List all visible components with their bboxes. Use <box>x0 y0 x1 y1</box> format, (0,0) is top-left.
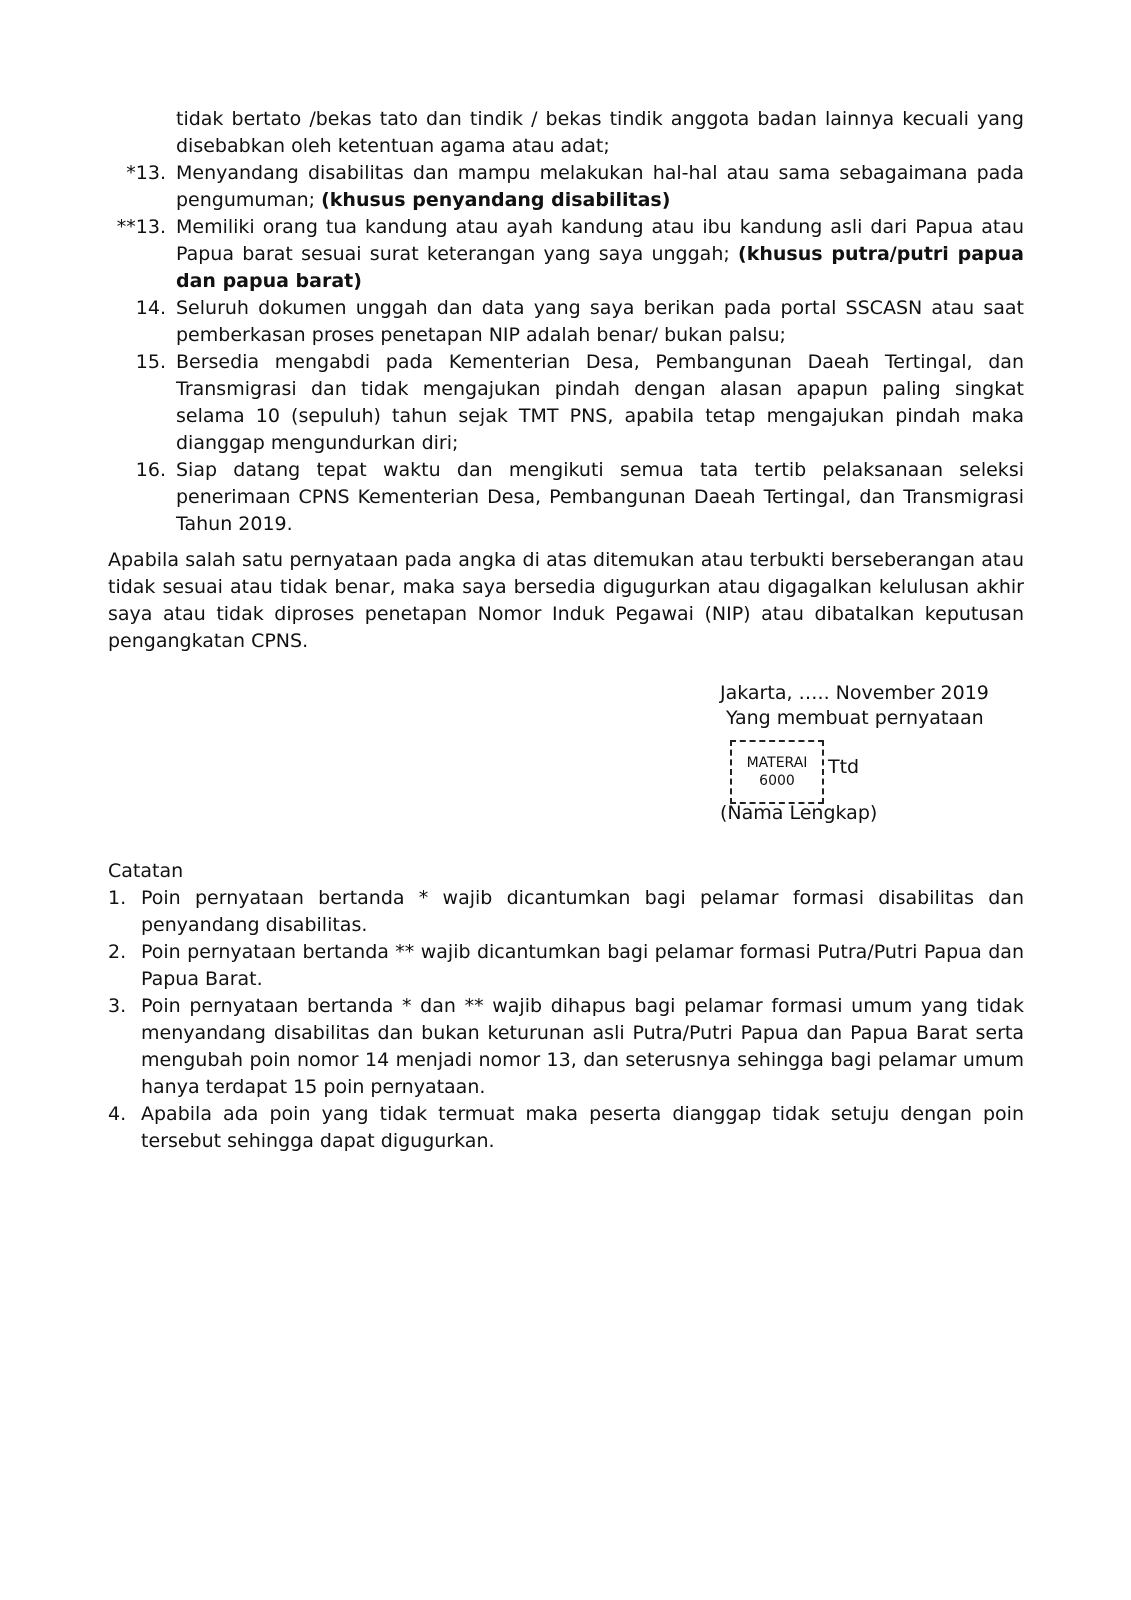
statement-text: Siap datang tepat waktu dan mengikuti semua tata tertib pelaksanaan seleksi penerimaan CPNS Kementerian Desa, Pembangunan Daeah Tertingal, dan Transmigrasi Tahun 2019. <box>176 459 1024 535</box>
note-item <box>0 885 1131 939</box>
signer-name: (Nama Lengkap) <box>720 802 878 824</box>
note-text: Poin pernyataan bertanda ** wajib dicantumkan bagi pelamar formasi Putra/Putri Papua dan Papua Barat. <box>141 941 1024 990</box>
statement-number: 14. <box>135 297 166 319</box>
statement-text: Menyandang disabilitas dan mampu melakukan hal-hal atau sama sebagaimana pada pengumuman; <box>176 162 1024 211</box>
note-text: Apabila ada poin yang tidak termuat maka peserta dianggap tidak setuju dengan poin tersebut sehingga dapat digugurkan. <box>141 1103 1024 1152</box>
signature-mark: Ttd <box>828 756 860 778</box>
statement-item <box>0 457 1131 538</box>
note-item <box>0 993 1131 1101</box>
note-number: 4. <box>108 1103 127 1125</box>
place-date: Jakarta, ….. November 2019 <box>720 682 989 704</box>
note-item <box>0 1101 1131 1155</box>
closing-paragraph: Apabila salah satu pernyataan pada angka di atas ditemukan atau terbukti berseberangan atau tidak sesuai atau tidak benar, maka saya bersedia digugurkan atau digagalkan kelulusan akhir saya atau tidak diproses penetapan Nomor Induk Pegawai (NIP) atau dibatalkan keputusan pengangkatan CPNS. <box>108 549 1024 652</box>
note-number: 1. <box>108 887 127 909</box>
statement-number: *13. <box>126 162 166 184</box>
statement-list <box>0 106 1131 538</box>
statement-text: tidak bertato /bekas tato dan tindik / bekas tindik anggota badan lainnya kecuali yang disebabkan oleh ketentuan agama atau adat; <box>176 108 1024 157</box>
statement-number: 15. <box>135 351 166 373</box>
statement-bold-note: (khusus penyandang disabilitas) <box>321 189 671 211</box>
stamp-box <box>730 740 824 804</box>
statement-item <box>0 214 1131 295</box>
note-number: 3. <box>108 995 127 1017</box>
statement-item <box>0 349 1131 457</box>
statement-text: Memiliki orang tua kandung atau ayah kandung atau ibu kandung asli dari Papua atau Papua barat sesuai surat keterangan yang saya unggah; <box>176 216 1024 265</box>
signer-caption: Yang membuat pernyataan <box>726 707 984 729</box>
note-number: 2. <box>108 941 127 963</box>
note-text: Poin pernyataan bertanda * dan ** wajib dihapus bagi pelamar formasi umum yang tidak menyandang disabilitas dan bukan keturunan asli Putra/Putri Papua dan Papua Barat serta mengubah poin nomor 14 menjadi nomor 13, dan seterusnya sehingga bagi pelamar umum hanya terdapat 15 poin pernyataan. <box>141 995 1024 1098</box>
notes-heading: Catatan <box>108 860 184 882</box>
statement-bold-note: (khusus putra/putri papua dan papua barat) <box>176 243 1024 292</box>
statement-number: 16. <box>135 459 166 481</box>
notes-list <box>0 885 1131 1155</box>
stamp-label: MATERAI <box>746 755 808 771</box>
statement-number: **13. <box>116 216 166 238</box>
stamp-value: 6000 <box>759 773 795 789</box>
note-item <box>0 939 1131 993</box>
statement-item <box>0 106 1131 160</box>
statement-text: Seluruh dokumen unggah dan data yang saya berikan pada portal SSCASN atau saat pemberkasan proses penetapan NIP adalah benar/ bukan palsu; <box>176 297 1024 346</box>
statement-item <box>0 160 1131 214</box>
note-text: Poin pernyataan bertanda * wajib dicantumkan bagi pelamar formasi disabilitas dan penyandang disabilitas. <box>141 887 1024 936</box>
statement-text: Bersedia mengabdi pada Kementerian Desa, Pembangunan Daeah Tertingal, dan Transmigrasi dan tidak mengajukan pindah dengan alasan apapun paling singkat selama 10 (sepuluh) tahun sejak TMT PNS, apabila tetap mengajukan pindah maka dianggap mengundurkan diri; <box>176 351 1024 454</box>
statement-item <box>0 295 1131 349</box>
